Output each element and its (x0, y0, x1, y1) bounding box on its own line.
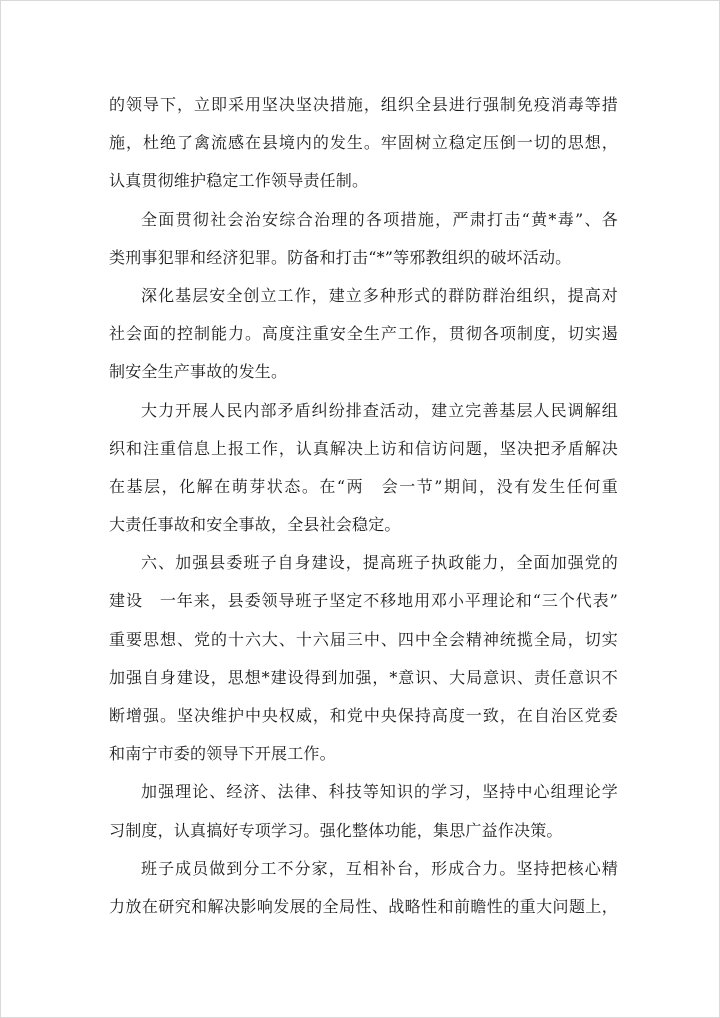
text-line: 大力开展人民内部矛盾纠纷排查活动，建立完善基层人民调解组 (141, 400, 618, 420)
text-line: 织和注重信息上报工作，认真解决上访和信访问题，坚决把矛盾解决 (109, 438, 618, 458)
text-line: 加强理论、经济、法律、科技等知识的学习，坚持中心组理论学 (141, 782, 618, 802)
text-line: 类刑事犯罪和经济犯罪。防备和打击“*”等邪教组织的破坏活动。 (109, 247, 572, 267)
text-line: 加强自身建设，思想*建设得到加强，*意识、大局意识、责任意识不 (109, 667, 618, 687)
paragraph-6 (109, 773, 618, 849)
text-line: 的领导下，立即采用坚决坚决措施，组织全县进行强制免疫消毒等措 (109, 95, 618, 114)
text-line: 全面贯彻社会治安综合治理的各项措施，严肃打击“黄*毒”、各 (141, 209, 618, 229)
paragraph-7 (109, 850, 618, 926)
text-line: 认真贯彻维护稳定工作领导责任制。 (109, 171, 369, 191)
text-line: 断增强。坚决维护中央权威，和党中央保持高度一致，在自治区党委 (109, 706, 618, 725)
paragraph-2 (109, 201, 618, 277)
text-line: 班子成员做到分工不分家，互相补台，形成合力。坚持把核心精 (141, 858, 618, 878)
text-line: 在基层，化解在萌芽状态。在“两 会一节”期间，没有发生任何重 (109, 476, 618, 496)
text-line: 大责任事故和安全事故，全县社会稳定。 (109, 515, 401, 535)
paragraph-5 (109, 544, 618, 773)
paragraph-4 (109, 392, 618, 545)
paragraph-1 (109, 86, 618, 201)
text-line: 和南宁市委的领导下开展工作。 (109, 744, 336, 764)
text-line: 制安全生产事故的发生。 (109, 362, 288, 382)
text-line: 深化基层安全创立工作，建立多种形式的群防群治组织，提高对 (141, 285, 618, 305)
text-line: 力放在研究和解决影响发展的全局性、战略性和前瞻性的重大问题上， (109, 896, 618, 916)
text-line: 建设 一年来，县委领导班子坚定不移地用邓小平理论和“三个代表” (109, 591, 618, 611)
text-line: 重要思想、党的十六大、十六届三中、四中全会精神统揽全局，切实 (109, 629, 618, 649)
text-line: 施，杜绝了禽流感在县境内的发生。牢固树立稳定压倒一切的思想， (109, 133, 618, 153)
text-line: 社会面的控制能力。高度注重安全生产工作，贯彻各项制度，切实遏 (109, 324, 618, 344)
text-line: 习制度，认真搞好专项学习。强化整体功能，集思广益作决策。 (109, 820, 563, 840)
document-body (109, 86, 618, 926)
paragraph-3 (109, 277, 618, 392)
text-line: 六、加强县委班子自身建设，提高班子执政能力，全面加强党的 (141, 553, 618, 573)
